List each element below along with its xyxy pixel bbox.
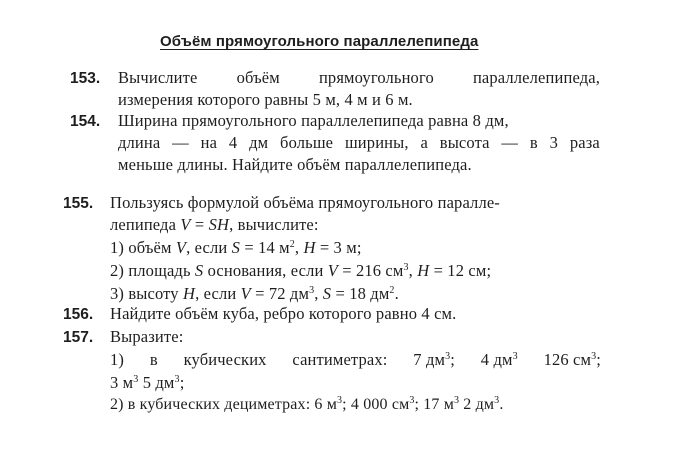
word: больше (280, 133, 334, 152)
section-heading: Объём прямоугольного параллелепипеда (160, 33, 479, 50)
problem-155-number: 155. (63, 195, 94, 212)
problem-157-line-2 (110, 350, 601, 370)
word: — (501, 133, 519, 152)
problem-154-line-1: Ширина прямоугольного параллелепипеда равна 8 дм, (118, 111, 509, 130)
problem-154-line-3: меньше длины. Найдите объём параллелепипеда. (118, 155, 472, 174)
problem-154-line-2 (118, 133, 600, 153)
problem-155-line-5: 3) высоту H, если V = 72 $дм^3$, S = 18 $дм^2$. (110, 284, 399, 303)
word: на (200, 133, 218, 152)
word: а (420, 133, 428, 152)
word: 4 $дм^3$ (480, 350, 518, 369)
word: 4 (228, 133, 238, 152)
problem-155-line-4: 2) площадь S основания, если V = 216 $см^3$, H = 12 см; (110, 261, 492, 280)
problem-155-line-3: 1) объём V, если S = 14 $м^2$, H = 3 м; (110, 238, 362, 257)
word: Вычислите (118, 68, 198, 87)
word: в (149, 350, 158, 369)
problem-156-number: 156. (63, 306, 94, 323)
problem-153-line-1 (118, 68, 600, 88)
word: в (529, 133, 538, 152)
problem-157-line-3: 3 $м^3$ 5 $дм^3$; (110, 373, 185, 392)
problem-157-line-4: 2) в кубических дециметрах: 6 $м^3$; 4 000 $см^3$; 17 $м^3$ 2 $дм^3$. (110, 395, 504, 413)
word: объём (236, 68, 280, 87)
problem-155-line-1: Пользуясь формулой объёма прямоугольного паралле- (110, 193, 500, 212)
word: 7 $дм^3$; (413, 350, 455, 369)
problem-156-line-1: Найдите объём куба, ребро которого равно 4 см. (110, 304, 457, 323)
word: прямоугольного (318, 68, 434, 87)
word: 126 $см^3$; (543, 350, 601, 369)
problem-157-line-1: Выразите: (110, 327, 184, 346)
problem-157-number: 157. (63, 329, 94, 346)
word: длина (118, 133, 161, 152)
word: дм (249, 133, 269, 152)
problem-153-line-2: измерения которого равны 5 м, 4 м и 6 м. (118, 90, 413, 109)
problem-153-number: 153. (70, 70, 101, 87)
word: раза (569, 133, 600, 152)
word: 3 (549, 133, 559, 152)
word: 1) (110, 350, 125, 369)
word: кубических (183, 350, 267, 369)
word: сантиметрах: (292, 350, 388, 369)
problem-154-number: 154. (70, 113, 101, 130)
word: высота (439, 133, 490, 152)
word: параллелепипеда, (472, 68, 600, 87)
word: ширины, (344, 133, 409, 152)
problem-155-line-2: лепипеда V = SH, вычислите: (110, 215, 319, 234)
word: — (172, 133, 189, 152)
